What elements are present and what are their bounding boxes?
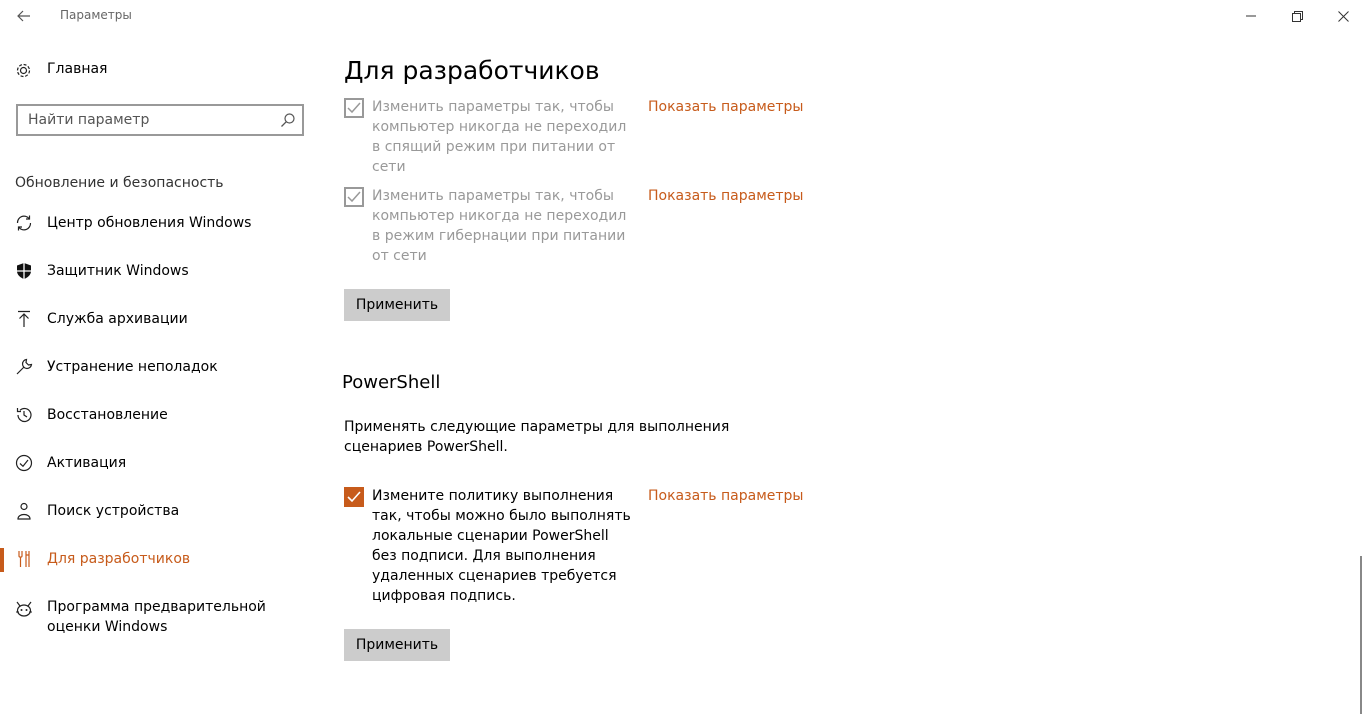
- powershell-description: Применять следующие параметры для выполнения сценариев PowerShell.: [344, 419, 730, 455]
- person-icon: [15, 502, 33, 520]
- sidebar-item-label: Защитник Windows: [47, 263, 189, 279]
- sleep-option: [344, 98, 804, 175]
- close-icon: [1338, 11, 1349, 22]
- powershell-heading: PowerShell: [342, 372, 441, 393]
- sidebar-item-label: Активация: [47, 455, 127, 471]
- hibernate-show-settings-link[interactable]: Показать параметры: [648, 188, 804, 204]
- sidebar-item-developers[interactable]: [0, 536, 320, 584]
- page-title: Для разработчиков: [344, 56, 600, 85]
- sidebar-item-activation[interactable]: [0, 440, 320, 488]
- sidebar: [0, 32, 320, 726]
- sidebar-item-find-device[interactable]: [0, 488, 320, 536]
- hibernate-checkbox[interactable]: [344, 187, 364, 207]
- sidebar-item-label: Поиск устройства: [47, 503, 180, 519]
- sidebar-item-label: Программа предварительной оценки Windows: [47, 599, 266, 635]
- sidebar-item-label: Восстановление: [47, 407, 168, 423]
- close-button[interactable]: [1320, 0, 1365, 32]
- home-label: Главная: [47, 61, 108, 77]
- sleep-show-settings-link[interactable]: Показать параметры: [648, 99, 804, 115]
- checkmark-icon: [347, 102, 361, 114]
- checkmark-icon: [347, 491, 361, 503]
- title-bar: [0, 0, 1365, 32]
- scrollbar[interactable]: [1360, 556, 1362, 714]
- history-icon: [15, 406, 33, 424]
- sidebar-item-troubleshoot[interactable]: [0, 344, 320, 392]
- powershell-option: [344, 487, 804, 607]
- upload-arrow-icon: [15, 310, 33, 328]
- search-input[interactable]: [28, 111, 268, 129]
- sidebar-item-defender[interactable]: [0, 248, 320, 296]
- hibernate-option-text: Изменить параметры так, чтобы компьютер никогда не переходил в режим гибернации при питании от сети: [372, 188, 627, 264]
- main-content: [320, 32, 1360, 726]
- sidebar-item-label: Центр обновления Windows: [47, 215, 252, 231]
- restore-icon: [1292, 11, 1303, 22]
- sidebar-item-label: Служба архивации: [47, 311, 188, 327]
- check-circle-icon: [15, 454, 33, 472]
- search-box[interactable]: [16, 104, 304, 136]
- back-arrow-icon: [17, 10, 31, 22]
- developer-tools-icon: [15, 550, 33, 568]
- sidebar-item-backup[interactable]: [0, 296, 320, 344]
- sidebar-item-label: Устранение неполадок: [47, 359, 218, 375]
- section-header: Обновление и безопасность: [15, 175, 224, 191]
- active-indicator: [0, 548, 4, 572]
- powershell-checkbox[interactable]: [344, 487, 364, 507]
- checkmark-icon: [347, 191, 361, 203]
- gear-icon: [15, 62, 32, 79]
- sleep-checkbox[interactable]: [344, 98, 364, 118]
- powershell-show-settings-link[interactable]: Показать параметры: [648, 488, 804, 504]
- insider-cat-icon: [15, 600, 33, 618]
- home-link[interactable]: [15, 61, 108, 79]
- powershell-option-text: Измените политику выполнения так, чтобы можно было выполнять локальные сценарии PowerShell без подписи. Для выполнения удаленных сценариев требуется цифровая подпись.: [372, 488, 631, 604]
- minimize-icon: [1246, 11, 1256, 21]
- app-title: Параметры: [60, 8, 132, 22]
- minimize-button[interactable]: [1228, 0, 1274, 32]
- wrench-icon: [15, 358, 33, 376]
- shield-icon: [15, 262, 33, 280]
- sidebar-item-insider[interactable]: [0, 584, 320, 635]
- apply-powershell-button[interactable]: Применить: [344, 629, 450, 661]
- sidebar-item-recovery[interactable]: [0, 392, 320, 440]
- sidebar-item-label: Для разработчиков: [47, 551, 191, 567]
- search-icon[interactable]: [280, 112, 296, 128]
- hibernate-option: [344, 187, 804, 267]
- sync-icon: [15, 214, 33, 232]
- apply-power-button[interactable]: Применить: [344, 289, 450, 321]
- back-button[interactable]: [10, 4, 38, 28]
- sidebar-item-windows-update[interactable]: [0, 200, 320, 248]
- sleep-option-text: Изменить параметры так, чтобы компьютер никогда не переходил в спящий режим при питании от сети: [372, 99, 627, 175]
- maximize-button[interactable]: [1274, 0, 1320, 32]
